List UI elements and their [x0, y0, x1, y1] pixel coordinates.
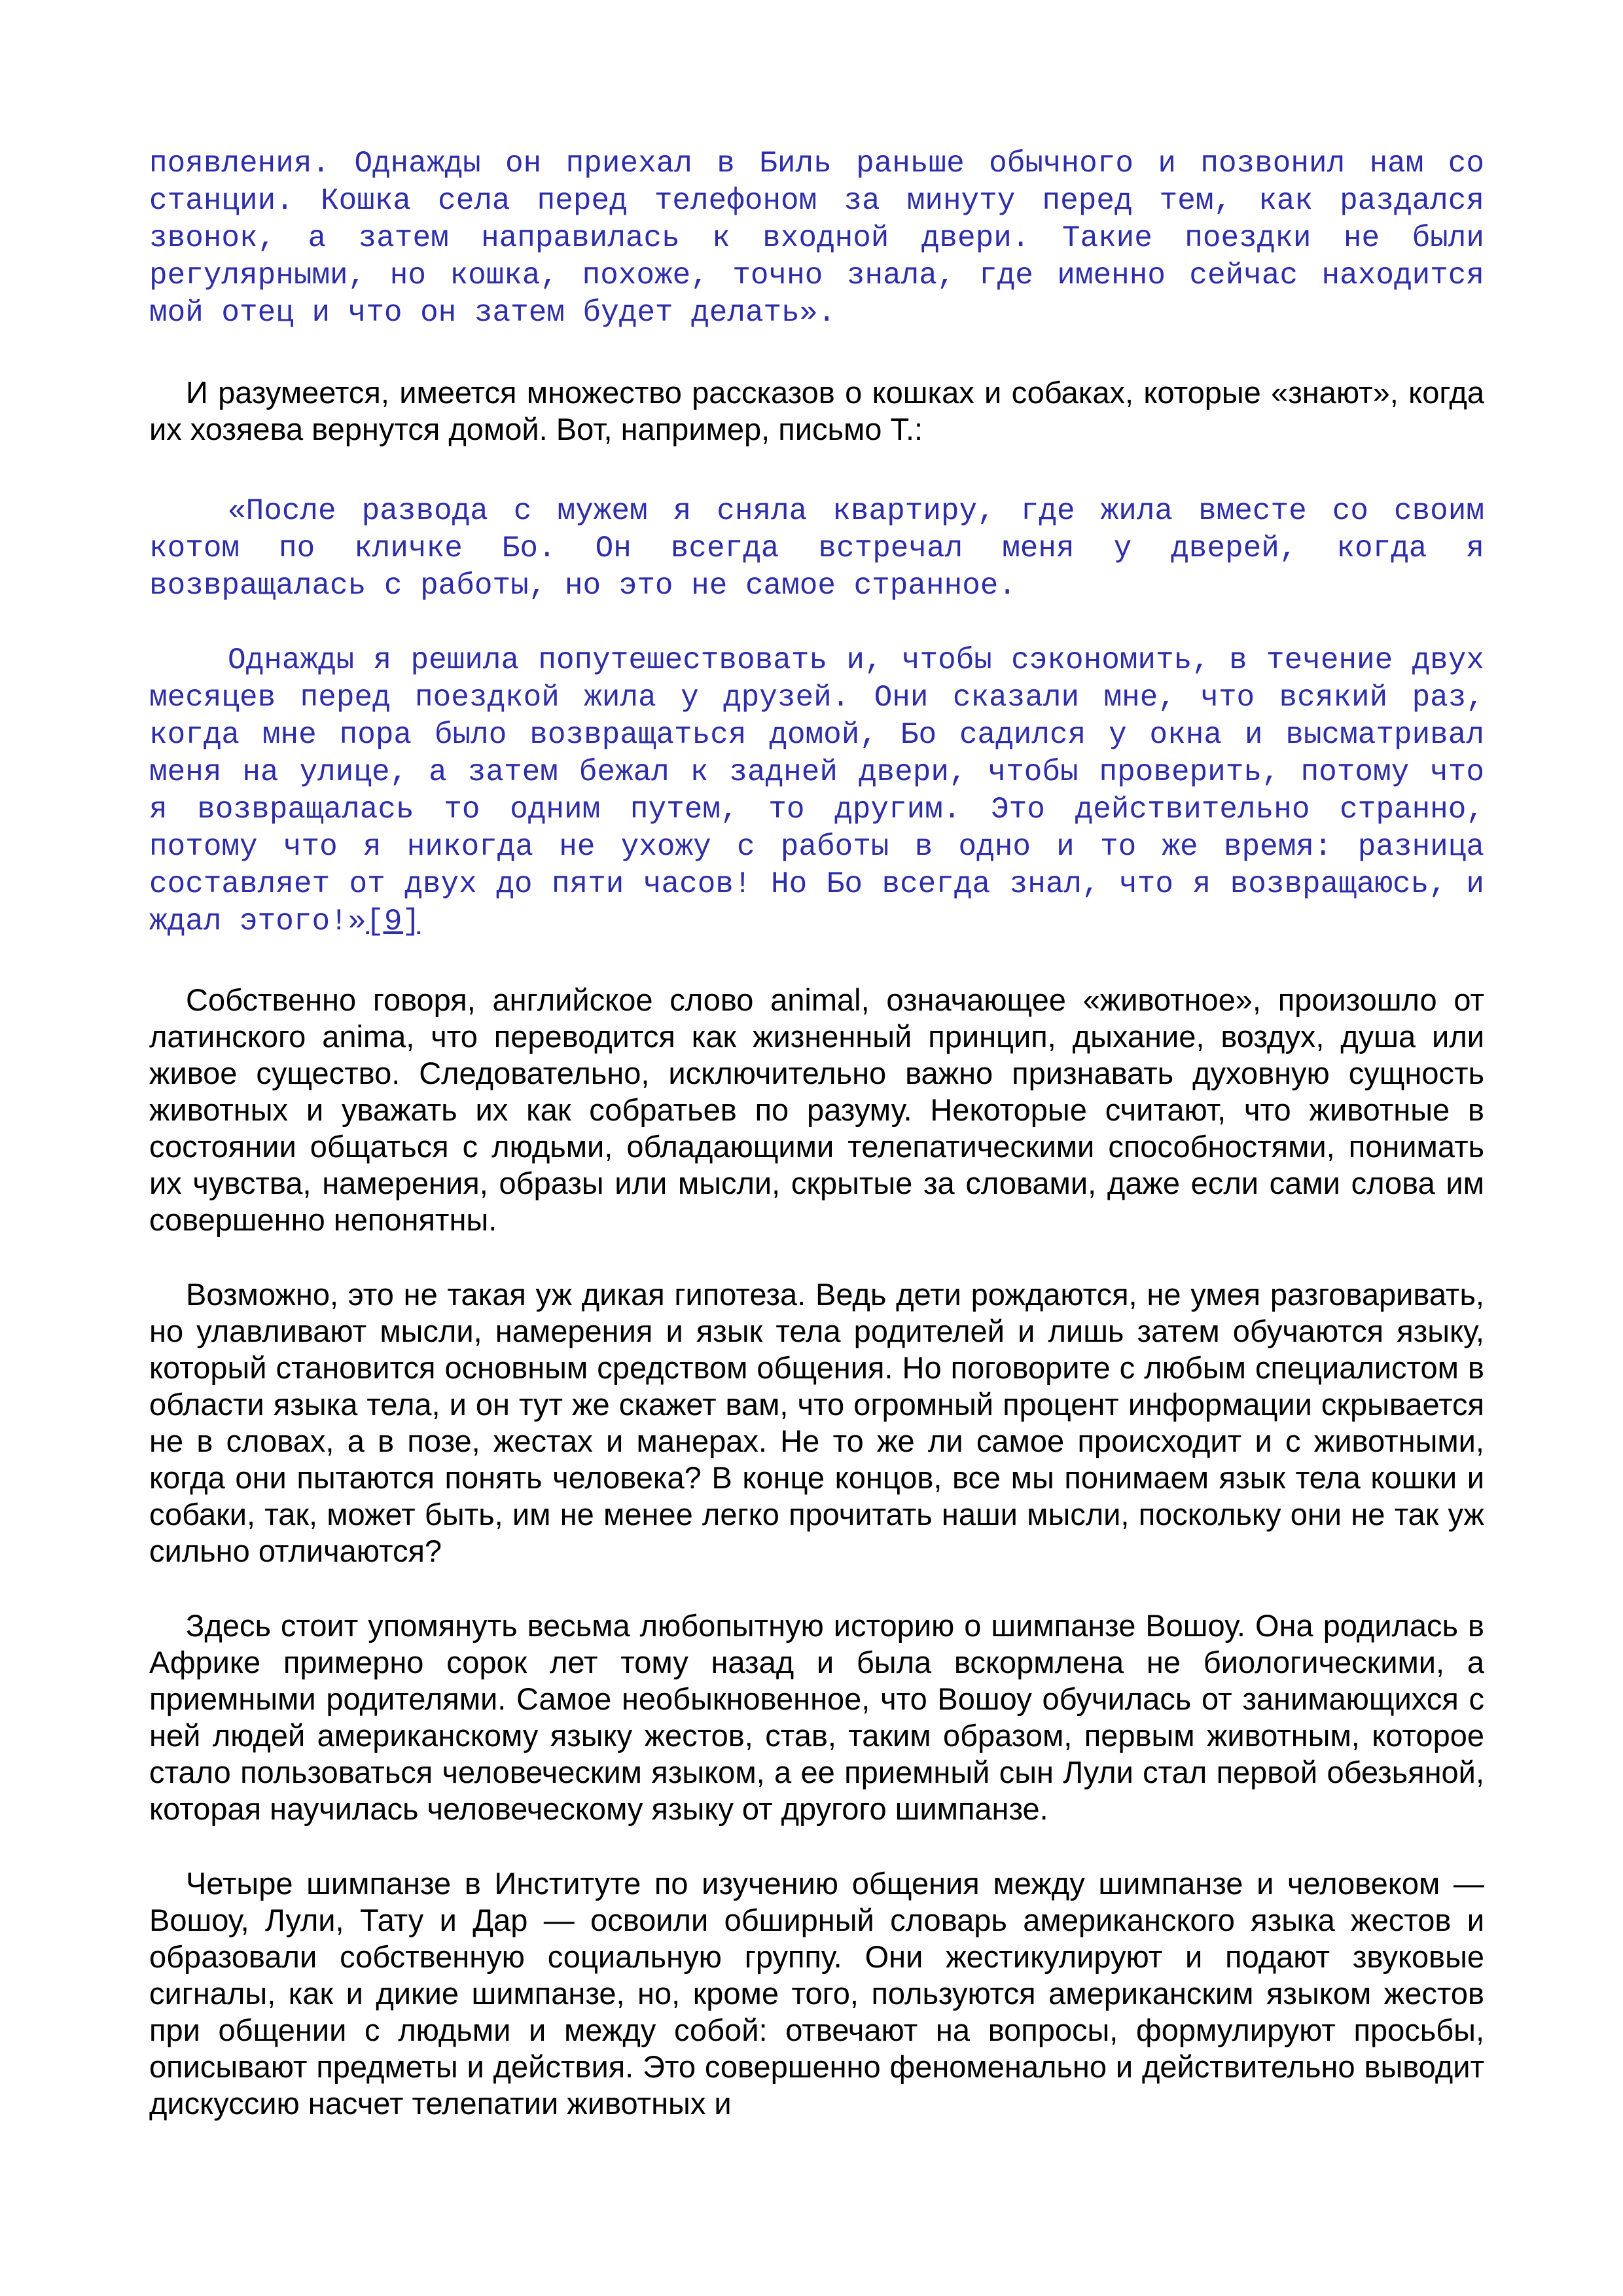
body-paragraph-2: Собственно говоря, английское слово animal, означающее «животное», произошло от латинского anima, что переводится как жизненный принцип, дыхание, воздух, душа или живое существо. Следовательно, исключительно важно признавать духовную сущность животных и уважать их как собратьев по разуму. Некоторые считают, что животные в состоянии общаться с людьми, обладающими телепатическими способностями, понимать их чувства, намерения, образы или мысли, скрытые за словами, даже если сами слова им совершенно непонятны.	[149, 982, 1484, 1237]
body-paragraph-3: Возможно, это не такая уж дикая гипотеза. Ведь дети рождаются, не умея разговаривать, но улавливают мысли, намерения и язык тела родителей и лишь затем обучаются языку, который становится основным средством общения. Но поговорите с любым специалистом в области языка тела, и он тут же скажет вам, что огромный процент информации скрывается не в словах, а в позе, жестах и манерах. Не то же ли самое происходит и с животными, когда они пытаются понять человека? В конце концов, все мы понимаем язык тела кошки и собаки, так, может быть, им не менее легко прочитать наши мысли, поскольку они не так уж сильно отличаются?	[149, 1277, 1484, 1568]
quote-paragraph-1: появления. Однажды он приехал в Биль раньше обычного и позвонил нам со станции. Кошка села перед телефоном за минуту перед тем, как раздался звонок, а затем направилась к входной двери. Такие поездки не были регулярными, но кошка, похоже, точно знала, где именно сейчас находится мой отец и что он затем будет делать».	[149, 147, 1484, 330]
body-paragraph-1: И разумеется, имеется множество рассказов о кошках и собаках, которые «знают», когда их хозяева вернутся домой. Вот, например, письмо Т.:	[149, 375, 1484, 446]
footnote-link-9[interactable]: [9]	[366, 905, 421, 939]
body-paragraph-4: Здесь стоит упомянуть весьма любопытную историю о шимпанзе Вошоу. Она родилась в Африке примерно сорок лет тому назад и была вскормлена не биологическими, а приемными родителями. Самое необыкновенное, что Вошоу обучилась от занимающихся с ней людей американскому языку жестов, став, таким образом, первым животным, которое стало пользоваться человеческим языком, а ее приемный сын Лули стал первой обезьяной, которая научилась человеческому языку от другого шимпанзе.	[149, 1608, 1484, 1826]
body-paragraph-5: Четыре шимпанзе в Институте по изучению общения между шимпанзе и человеком — Вошоу, Лули, Тату и Дар — освоили обширный словарь американского языка жестов и образовали собственную социальную группу. Они жестикулируют и подают звуковые сигналы, как и дикие шимпанзе, но, кроме того, пользуются американским языком жестов при общении с людьми и между собой: отвечают на вопросы, формулируют просьбы, описывают предметы и действия. Это совершенно феноменально и действительно выводит дискуссию насчет телепатии животных и	[149, 1866, 1484, 2121]
document-page	[149, 145, 1484, 2122]
quote-paragraph-2: «После развода с мужем я сняла квартиру, где жила вместе со своим котом по кличке Бо. Он всегда встречал меня у дверей, когда я возвращалась с работы, но это не самое странное.	[149, 494, 1484, 603]
quote-paragraph-3-text: Однажды я решила попутешествовать и, чтобы сэкономить, в течение двух месяцев перед поездкой жила у друзей. Они сказали мне, что всякий раз, когда мне пора было возвращаться домой, Бо садился у окна и высматривал меня на улице, а затем бежал к задней двери, чтобы проверить, потому что я возвращалась то одним путем, то другим. Это действительно странно, потому что я никогда не ухожу с работы в одно и то же время: разница составляет от двух до пяти часов! Но Бо всегда знал, что я возвращаюсь, и ждал этого!»	[149, 643, 1484, 939]
quote-paragraph-3	[149, 642, 1484, 941]
